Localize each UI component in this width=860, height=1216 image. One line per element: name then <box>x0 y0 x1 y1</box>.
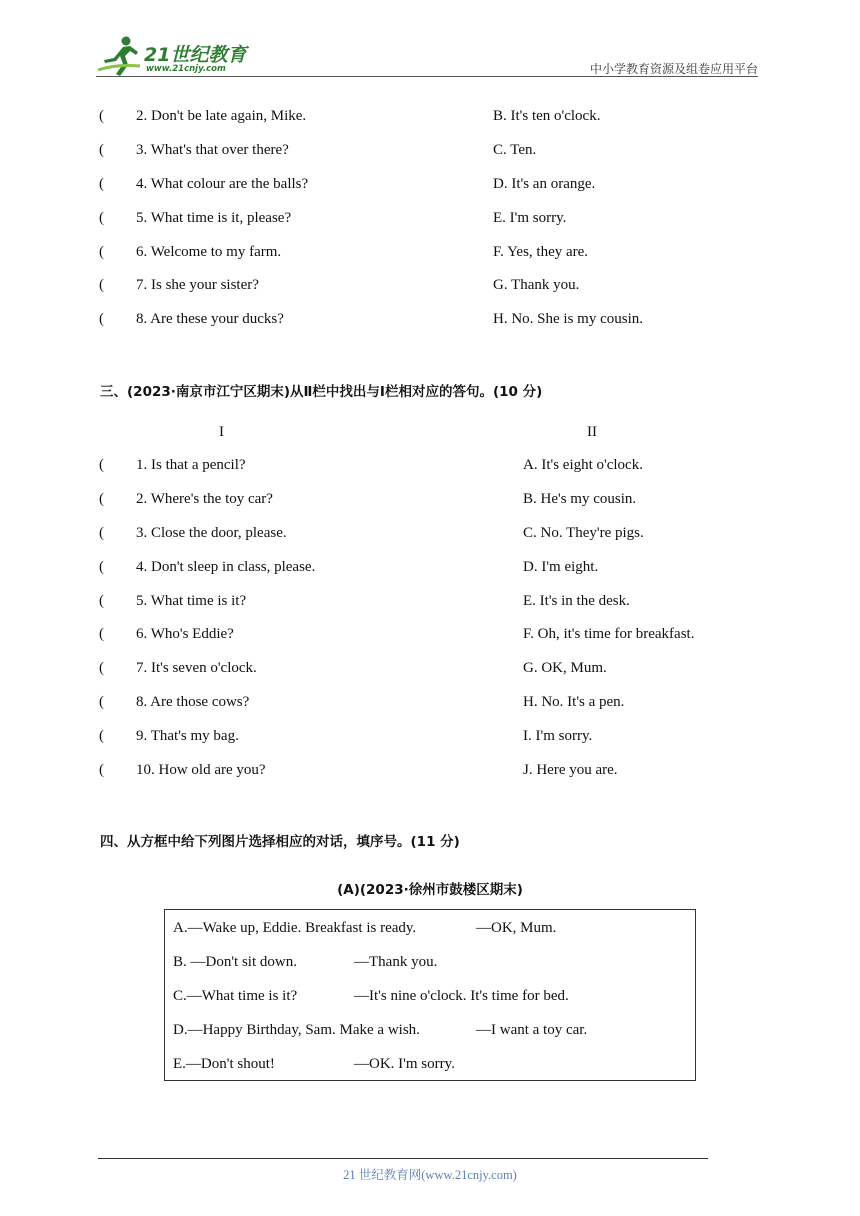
answer-blank: ( <box>99 244 104 260</box>
answer-option: C. No. They're pigs. <box>523 525 644 541</box>
question-item: 10. How old are you? <box>136 762 266 778</box>
dialog-reply: —I want a toy car. <box>476 1022 588 1038</box>
answer-option: D. It's an orange. <box>493 176 596 192</box>
dialog-box <box>164 909 696 1081</box>
answer-blank: ( <box>99 626 104 642</box>
answer-blank: ( <box>99 108 104 124</box>
answer-option: C. Ten. <box>493 142 537 158</box>
column-header-1: I <box>219 424 224 440</box>
dialog-reply: —Thank you. <box>354 954 438 970</box>
question-item: 1. Is that a pencil? <box>136 457 246 473</box>
dialog-reply: —OK. I'm sorry. <box>354 1056 455 1072</box>
dialog-reply: —It's nine o'clock. It's time for bed. <box>354 988 569 1004</box>
answer-option: F. Oh, it's time for breakfast. <box>523 626 695 642</box>
logo-text: 21世纪教育 <box>144 44 247 66</box>
question-item: 8. Are these your ducks? <box>136 311 284 327</box>
answer-blank: ( <box>99 525 104 541</box>
dialog-line: A.—Wake up, Eddie. Breakfast is ready. <box>173 920 417 936</box>
question-item: 2. Where's the toy car? <box>136 491 273 507</box>
question-item: 7. It's seven o'clock. <box>136 660 257 676</box>
answer-option: F. Yes, they are. <box>493 244 589 260</box>
footer-divider <box>98 1158 708 1159</box>
question-item: 5. What time is it? <box>136 593 247 609</box>
dialog-line: C.—What time is it? <box>173 988 298 1004</box>
answer-blank: ( <box>99 559 104 575</box>
page-header <box>96 34 758 78</box>
column-header-2: II <box>587 424 597 440</box>
question-item: 9. That's my bag. <box>136 728 239 744</box>
question-item: 8. Are those cows? <box>136 694 250 710</box>
answer-blank: ( <box>99 277 104 293</box>
answer-option: E. It's in the desk. <box>523 593 630 609</box>
answer-blank: ( <box>99 762 104 778</box>
answer-blank: ( <box>99 593 104 609</box>
question-item: 4. Don't sleep in class, please. <box>136 559 316 575</box>
answer-option: B. He's my cousin. <box>523 491 637 507</box>
question-item: 2. Don't be late again, Mike. <box>136 108 307 124</box>
answer-option: E. I'm sorry. <box>493 210 567 226</box>
dialog-reply: —OK, Mum. <box>476 920 557 936</box>
answer-blank: ( <box>99 142 104 158</box>
section-heading: 三、(2023·南京市江宁区期末)从Ⅱ栏中找出与Ⅰ栏相对应的答句。(10 分) <box>100 384 543 400</box>
footer-text: 21 世纪教育网(www.21cnjy.com) <box>343 1168 517 1182</box>
answer-option: H. No. It's a pen. <box>523 694 625 710</box>
answer-option: G. Thank you. <box>493 277 580 293</box>
answer-option: H. No. She is my cousin. <box>493 311 643 327</box>
answer-blank: ( <box>99 210 104 226</box>
question-item: 3. Close the door, please. <box>136 525 287 541</box>
site-name: 中小学教育资源及组卷应用平台 <box>589 62 758 76</box>
dialog-line: E.—Don't shout! <box>173 1056 275 1072</box>
dialog-line: B. —Don't sit down. <box>173 954 297 970</box>
answer-blank: ( <box>99 728 104 744</box>
answer-option: D. I'm eight. <box>523 559 599 575</box>
answer-option: G. OK, Mum. <box>523 660 607 676</box>
question-item: 5. What time is it, please? <box>136 210 292 226</box>
runner-logo-icon <box>96 34 142 78</box>
section-heading: 四、从方框中给下列图片选择相应的对话，填序号。(11 分) <box>100 834 460 850</box>
answer-blank: ( <box>99 457 104 473</box>
subsection-heading: (A)(2023·徐州市鼓楼区期末) <box>337 882 523 898</box>
answer-blank: ( <box>99 311 104 327</box>
dialog-line: D.—Happy Birthday, Sam. Make a wish. <box>173 1022 420 1038</box>
answer-option: J. Here you are. <box>523 762 618 778</box>
question-item: 7. Is she your sister? <box>136 277 259 293</box>
answer-option: B. It's ten o'clock. <box>493 108 601 124</box>
question-item: 3. What's that over there? <box>136 142 289 158</box>
answer-option: I. I'm sorry. <box>523 728 593 744</box>
question-item: 6. Who's Eddie? <box>136 626 234 642</box>
answer-blank: ( <box>99 491 104 507</box>
answer-blank: ( <box>99 660 104 676</box>
answer-blank: ( <box>99 176 104 192</box>
question-item: 6. Welcome to my farm. <box>136 244 282 260</box>
logo-url: www.21cnjy.com <box>146 64 226 74</box>
answer-blank: ( <box>99 694 104 710</box>
answer-option: A. It's eight o'clock. <box>523 457 643 473</box>
header-divider <box>96 76 758 77</box>
site-logo <box>96 34 266 78</box>
question-item: 4. What colour are the balls? <box>136 176 309 192</box>
